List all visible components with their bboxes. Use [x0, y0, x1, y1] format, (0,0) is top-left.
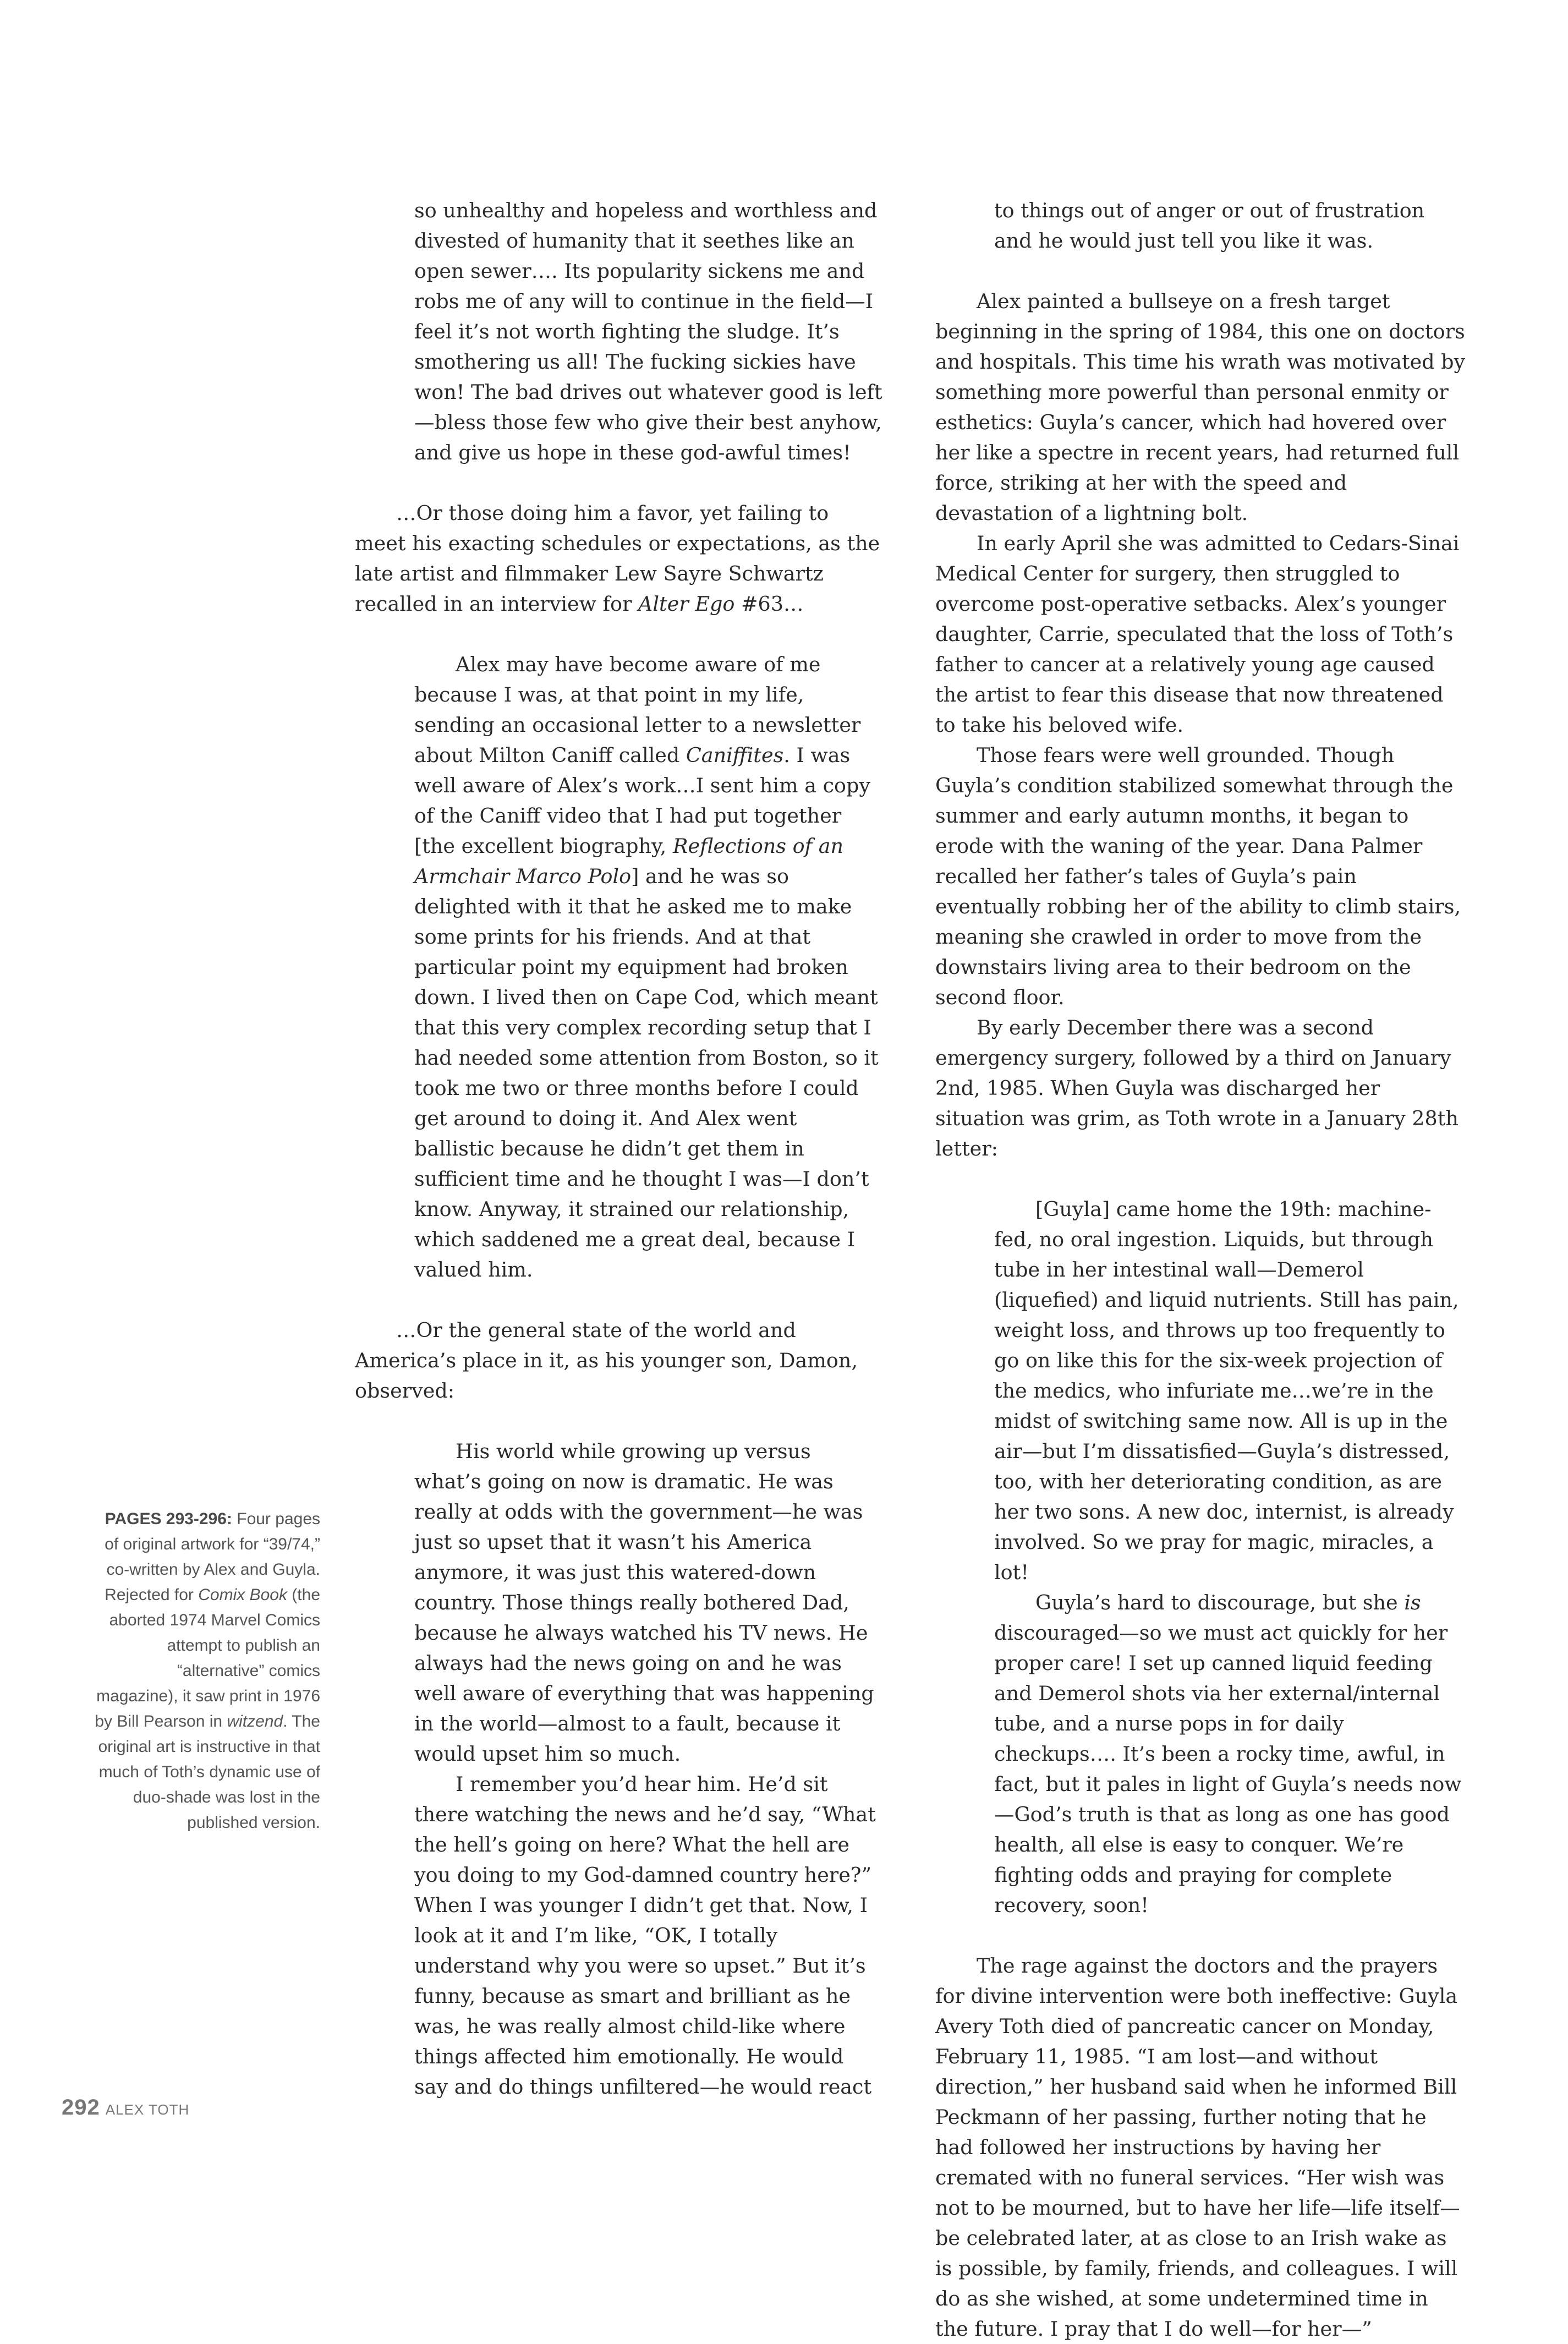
artwork-caption: PAGES 293-296: Four pages of original artwork for “39/74,” co-written by Alex and Guyla. Rejected for Comix Book (the aborted 1974 Marvel Comics attempt to publish an “alternative” comics magazine), it saw print in 1976 by Bill Pearson in witzend. The original art is instructive in that much of Toth’s dynamic use of duo-shade was lost in the published version.	[95, 1510, 320, 1832]
publication-title: Alter Ego	[638, 592, 735, 616]
body-paragraph: By early December there was a second emergency surgery, followed by a third on January 2nd, 1985. When Guyla was discharged her situation was grim, as Toth wrote in a January 28th letter:	[935, 1016, 1459, 1160]
body-paragraph: The rage against the doctors and the prayers for divine intervention were both ineffective: Guyla Avery Toth died of pancreatic cancer on Monday, February 11, 1985. “I am lost—and without direction,” her husband said when he informed Bill Peckmann of her passing, further noting that he had followed her instructions by having her cremated with no funeral services. “Her wish was not to be mourned, but to have her life—life itself—be celebrated later, at as close to an Irish wake as is possible, by family, friends, and colleagues. I will do as she wished, at some undetermined time in the future. I pray that I do well—for her—”	[935, 1954, 1460, 2341]
right-text-column	[935, 195, 1466, 2344]
running-head: ALEX TOTH	[105, 2101, 190, 2118]
magazine-title: witzend	[227, 1712, 283, 1730]
newsletter-title: Caniffites	[686, 743, 784, 767]
left-text-column	[355, 195, 883, 2102]
block-quote-damon: His world while growing up versus what’s going on now is dramatic. He was really at odds with the government—he was just so upset that it wasn’t his America anymore, it was just this watered-down country. Those things really bothered Dad, because he always watched his TV news. He always had the news going on and he was well aware of everything that was happening in the world—almost to a fault, because it would upset him so much.	[414, 1439, 874, 1766]
block-quote-damon-continued: I remember you’d hear him. He’d sit there watching the news and he’d say, “What the hell’s going on here? What the hell are you doing to my God-damned country here?” When I was younger I didn’t get that. Now, I look at it and I’m like, “OK, I totally understand why you were so upset.” But it’s funny, because as smart and brilliant as he was, he was really almost child-like where things affected him emotionally. He would say and do things unfiltered—he would react	[414, 1772, 876, 2099]
body-paragraph: …Or the general state of the world and America’s place in it, as his younger son, Damon, observed:	[355, 1318, 858, 1403]
body-paragraph: In early April she was admitted to Cedars-Sinai Medical Center for surgery, then struggled to overcome post-operative setbacks. Alex’s younger daughter, Carrie, speculated that the loss of Toth’s father to cancer at a relatively young age caused the artist to fear this disease that now threatened to take his beloved wife.	[935, 532, 1460, 737]
block-quote-schwartz: Alex may have become aware of me because I was, at that point in my life, sending an occasional letter to a newsletter about Milton Caniff called Caniffites. I was well aware of Alex’s work…I sent him a copy of the Caniff video that I had put together [the excellent biography, Reflections of an Armchair Marco Polo] and he was so delighted with it that he asked me to make some prints for his friends. And at that particular point my equipment had broken down. I lived then on Cape Cod, which meant that this very complex recording setup that I had needed some attention from Boston, so it took me two or three months before I could get around to doing it. And Alex went ballistic because he didn’t get them in sufficient time and he thought I was—I don’t know. Anyway, it strained our relationship, which saddened me a great deal, because I valued him.	[414, 653, 879, 1281]
film-title: Reflections of an Armchair Marco Polo	[414, 834, 843, 888]
body-paragraph: Alex painted a bullseye on a fresh target beginning in the spring of 1984, this one on doctors and hospitals. This time his wrath was motivated by something more powerful than personal enmity or esthetics: Guyla’s cancer, which had hovered over her like a spectre in recent years, had returned full force, striking at her with the speed and devastation of a lightning bolt.	[935, 289, 1466, 525]
magazine-title: Comix Book	[198, 1586, 287, 1604]
block-quote-continued: so unhealthy and hopeless and worthless and divested of humanity that it seethes like an open sewer…. Its popularity sickens me and robs me of any will to continue in the field—I feel it’s not worth fighting the sludge. It’s smothering us all! The fucking sickies have won! The bad drives out whatever good is left—bless those few who give their best anyhow, and give us hope in these god-awful times!	[414, 199, 882, 464]
body-paragraph: Those fears were well grounded. Though Guyla’s condition stabilized somewhat through the summer and early autumn months, it began to erode with the waning of the year. Dana Palmer recalled her father’s tales of Guyla’s pain eventually robbing her of the ability to climb stairs, meaning she crawled in order to move from the downstairs living area to their bedroom on the second floor.	[935, 743, 1461, 1009]
page-number: 292	[62, 2095, 100, 2120]
body-paragraph: …Or those doing him a favor, yet failing to meet his exacting schedules or expectations, as the late artist and filmmaker Lew Sayre Schwartz recalled in an interview for Alter Ego #63…	[355, 501, 880, 616]
letter-quote-continued: Guyla’s hard to discourage, but she is discouraged—so we must act quickly for her proper care! I set up canned liquid feeding and Demerol shots via her external/internal tube, and a nurse pops in for daily checkups…. It’s been a rocky time, awful, in fact, but it pales in light of Guyla’s needs now—God’s truth is that as long as one has good health, all else is easy to conquer. We’re fighting odds and praying for complete recovery, soon!	[994, 1591, 1462, 1917]
emphasis: is	[1404, 1591, 1421, 1614]
letter-quote: [Guyla] came home the 19th: machine-fed, no oral ingestion. Liquids, but through tube in her intestinal wall—Demerol (liquefied) and liquid nutrients. Still has pain, weight loss, and throws up too frequently to go on like this for the six-week projection of the medics, who infuriate me…we’re in the midst of switching same now. All is up in the air—but I’m dissatisfied—Guyla’s distressed, too, with her deteriorating condition, as are her two sons. A new doc, internist, is already involved. So we pray for magic, miracles, a lot!	[994, 1197, 1459, 1584]
caption-label: PAGES 293-296:	[105, 1510, 232, 1528]
page-footer	[62, 2095, 189, 2120]
block-quote-end: to things out of anger or out of frustration and he would just tell you like it was.	[994, 199, 1425, 253]
